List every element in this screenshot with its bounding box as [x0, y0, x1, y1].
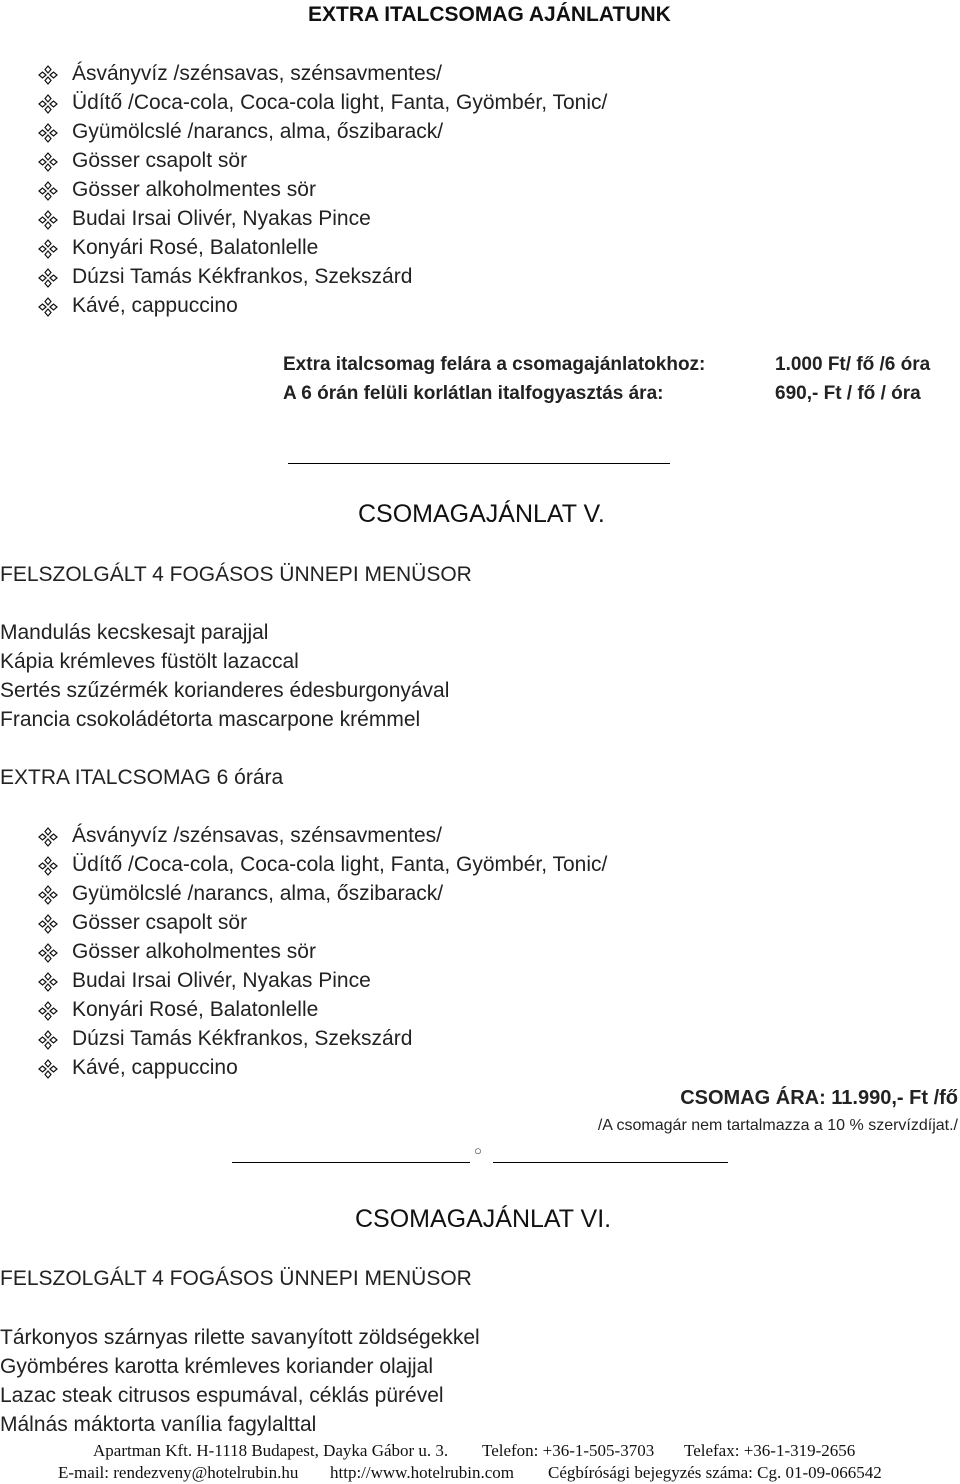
list-item: Gösser alkoholmentes sör: [38, 937, 607, 966]
footer-fax: Telefax: +36-1-319-2656: [684, 1441, 856, 1460]
diamond-cluster-icon: [38, 267, 58, 287]
menu-item: Lazac steak citrusos espumával, céklás pürével: [0, 1384, 444, 1407]
package-5-price-note: /A csomagár nem tartalmazza a 10 % szervízdíjat./: [597, 1117, 958, 1134]
diamond-cluster-icon: [38, 855, 58, 875]
diamond-cluster-icon: [38, 1058, 58, 1078]
surcharge-value: 1.000 Ft/ fő /6 óra: [775, 354, 931, 375]
footer-phone: Telefon: +36-1-505-3703: [482, 1441, 655, 1460]
list-item: Budai Irsai Olivér, Nyakas Pince: [38, 204, 607, 233]
diamond-cluster-icon: [38, 122, 58, 142]
list-item: Dúzsi Tamás Kékfrankos, Szekszárd: [38, 262, 607, 291]
list-item: Gösser csapolt sör: [38, 146, 607, 175]
list-item: Dúzsi Tamás Kékfrankos, Szekszárd: [38, 1024, 607, 1053]
diamond-cluster-icon: [38, 209, 58, 229]
section-divider-right: [493, 1162, 728, 1163]
menu-item: Kápia krémleves füstölt lazaccal: [0, 650, 299, 673]
list-item: Gyümölcslé /narancs, alma, őszibarack/: [38, 117, 607, 146]
section-divider-left: [232, 1162, 470, 1163]
list-item: Gösser csapolt sör: [38, 908, 607, 937]
section-divider: [288, 463, 670, 464]
diamond-cluster-icon: [38, 1029, 58, 1049]
list-item: Konyári Rosé, Balatonlelle: [38, 995, 607, 1024]
list-item: Üdítő /Coca-cola, Coca-cola light, Fanta, Gyömbér, Tonic/: [38, 88, 607, 117]
divider-circle-icon: ○: [474, 1143, 482, 1158]
package-6-menu-list: [0, 1323, 480, 1439]
diamond-cluster-icon: [38, 180, 58, 200]
top-drink-list: [38, 59, 607, 320]
list-item: Gyümölcslé /narancs, alma, őszibarack/: [38, 879, 607, 908]
list-item: Ásványvíz /szénsavas, szénsavmentes/: [38, 821, 607, 850]
overtime-value: 690,- Ft / fő / óra: [775, 383, 921, 404]
list-item: Üdítő /Coca-cola, Coca-cola light, Fanta, Gyömbér, Tonic/: [38, 850, 607, 879]
diamond-cluster-icon: [38, 884, 58, 904]
menu-item: Gyömbéres karotta krémleves koriander olajjal: [0, 1355, 434, 1378]
footer-address: Apartman Kft. H-1118 Budapest, Dayka Gábor u. 3.: [93, 1441, 449, 1460]
menu-item: Sertés szűzérmék korianderes édesburgonyával: [0, 679, 450, 702]
diamond-cluster-icon: [38, 1000, 58, 1020]
menu-item: Tárkonyos szárnyas rilette savanyított zöldségekkel: [0, 1326, 480, 1349]
menu-item: Mandulás kecskesajt parajjal: [0, 621, 269, 644]
diamond-cluster-icon: [38, 238, 58, 258]
list-item: Konyári Rosé, Balatonlelle: [38, 233, 607, 262]
diamond-cluster-icon: [38, 64, 58, 84]
diamond-cluster-icon: [38, 296, 58, 316]
overtime-label: A 6 órán felüli korlátlan italfogyasztás ára:: [283, 383, 664, 404]
package-6-menu-heading: FELSZOLGÁLT 4 FOGÁSOS ÜNNEPI MENÜSOR: [0, 1267, 472, 1290]
diamond-cluster-icon: [38, 913, 58, 933]
surcharge-label: Extra italcsomag felára a csomagajánlatokhoz:: [283, 354, 706, 375]
menu-item: Francia csokoládétorta mascarpone krémmel: [0, 708, 421, 731]
package-5-drinks-heading: EXTRA ITALCSOMAG 6 órára: [0, 766, 284, 789]
package-6-title: CSOMAGAJÁNLAT VI.: [355, 1205, 612, 1233]
diamond-cluster-icon: [38, 971, 58, 991]
list-item: Budai Irsai Olivér, Nyakas Pince: [38, 966, 607, 995]
menu-item: Málnás máktorta vanília fagylalttal: [0, 1413, 317, 1436]
package-5-menu-heading: FELSZOLGÁLT 4 FOGÁSOS ÜNNEPI MENÜSOR: [0, 563, 472, 586]
list-item: Ásványvíz /szénsavas, szénsavmentes/: [38, 59, 607, 88]
diamond-cluster-icon: [38, 826, 58, 846]
list-item: Kávé, cappuccino: [38, 291, 607, 320]
diamond-cluster-icon: [38, 93, 58, 113]
list-item: Gösser alkoholmentes sör: [38, 175, 607, 204]
package-5-drink-list: [38, 821, 607, 1082]
footer-registration: Cégbírósági bejegyzés száma: Cg. 01-09-066542: [548, 1463, 882, 1482]
package-5-price: CSOMAG ÁRA: 11.990,- Ft /fő: [680, 1087, 958, 1109]
package-5-title: CSOMAGAJÁNLAT V.: [358, 500, 605, 528]
list-item: Kávé, cappuccino: [38, 1053, 607, 1082]
diamond-cluster-icon: [38, 942, 58, 962]
footer-email: E-mail: rendezveny@hotelrubin.hu: [58, 1463, 299, 1482]
footer-website: http://www.hotelrubin.com: [330, 1463, 514, 1482]
package-5-menu-list: [0, 618, 449, 734]
page-title: EXTRA ITALCSOMAG AJÁNLATUNK: [308, 3, 671, 26]
diamond-cluster-icon: [38, 151, 58, 171]
